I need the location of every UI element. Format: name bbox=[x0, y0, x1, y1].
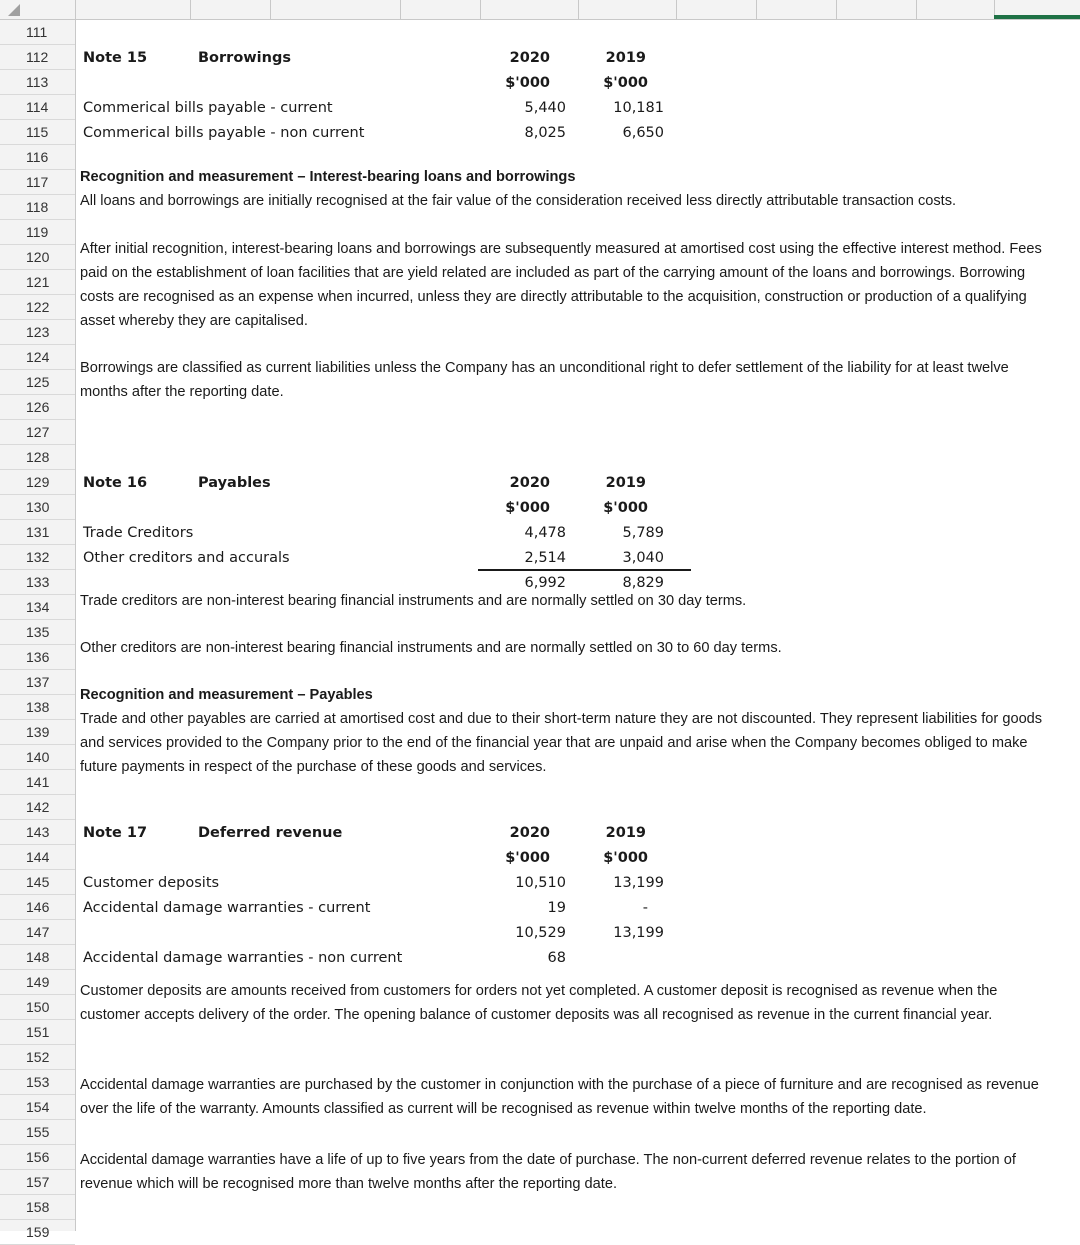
total-underline bbox=[478, 569, 691, 571]
row-number[interactable]: 151 bbox=[0, 1020, 75, 1045]
note17-noncurrent-2020[interactable]: 68 bbox=[547, 950, 566, 966]
row-number[interactable]: 126 bbox=[0, 395, 75, 420]
row-number[interactable]: 140 bbox=[0, 745, 75, 770]
note16-recognition-heading: Recognition and measurement – Payables bbox=[80, 687, 373, 703]
row-number[interactable]: 138 bbox=[0, 695, 75, 720]
column-separator[interactable] bbox=[480, 0, 481, 19]
note16-row-2019[interactable]: 5,789 bbox=[622, 525, 664, 541]
row-number[interactable]: 123 bbox=[0, 320, 75, 345]
note15-label[interactable]: Note 15 bbox=[83, 50, 148, 66]
note16-row-label[interactable]: Other creditors and accurals bbox=[83, 550, 290, 566]
note17-paragraph-2: Accidental damage warranties are purchased by the customer in conjunction with the purchase of a piece of furniture and are recognised as revenue over the life of the warranty. Amounts classified as current will be recognised as revenue within twelve months of the reporting date. bbox=[80, 1077, 1039, 1117]
note16-total-2020[interactable]: 6,992 bbox=[524, 575, 566, 591]
column-separator[interactable] bbox=[190, 0, 191, 19]
note16-paragraph-1: Trade creditors are non-interest bearing financial instruments and are normally settled on 30 day terms. bbox=[80, 593, 747, 609]
note17-col-2019[interactable]: 2019 bbox=[605, 825, 646, 841]
row-number[interactable]: 158 bbox=[0, 1195, 75, 1220]
row-number[interactable]: 118 bbox=[0, 195, 75, 220]
note15-row-label[interactable]: Commerical bills payable - non current bbox=[83, 125, 365, 141]
note15-row-2019[interactable]: 10,181 bbox=[613, 100, 664, 116]
row-number[interactable]: 135 bbox=[0, 620, 75, 645]
row-number[interactable]: 146 bbox=[0, 895, 75, 920]
note17-subtotal-2020[interactable]: 10,529 bbox=[515, 925, 566, 941]
note15-paragraph-1: All loans and borrowings are initially recognised at the fair value of the consideration received less directly attributable transaction costs. bbox=[80, 193, 957, 209]
row-number[interactable]: 122 bbox=[0, 295, 75, 320]
row-number[interactable]: 112 bbox=[0, 45, 75, 70]
note17-title[interactable]: Deferred revenue bbox=[198, 825, 343, 841]
note16-paragraph-2: Other creditors are non-interest bearing financial instruments and are normally settled on 30 to 60 day terms. bbox=[80, 640, 782, 656]
note15-col-2020[interactable]: 2020 bbox=[509, 50, 550, 66]
note17-label[interactable]: Note 17 bbox=[83, 825, 148, 841]
note15-row-2019[interactable]: 6,650 bbox=[622, 125, 664, 141]
note15-row-label[interactable]: Commerical bills payable - current bbox=[83, 100, 333, 116]
row-number[interactable]: 136 bbox=[0, 645, 75, 670]
note15-row-2020[interactable]: 5,440 bbox=[524, 100, 566, 116]
row-number[interactable]: 119 bbox=[0, 220, 75, 245]
column-separator[interactable] bbox=[270, 0, 271, 19]
row-number[interactable]: 142 bbox=[0, 795, 75, 820]
row-number[interactable]: 120 bbox=[0, 245, 75, 270]
note17-paragraph-3: Accidental damage warranties have a life of up to five years from the date of purchase. The non-current deferred revenue relates to the portion of revenue which will be recognised more than twelve months after the reporting date. bbox=[80, 1152, 1016, 1192]
note15-row-2020[interactable]: 8,025 bbox=[524, 125, 566, 141]
note16-row-label[interactable]: Trade Creditors bbox=[83, 525, 194, 541]
note17-col-2020[interactable]: 2020 bbox=[509, 825, 550, 841]
note17-subtotal-2019[interactable]: 13,199 bbox=[613, 925, 664, 941]
select-all-icon[interactable] bbox=[8, 4, 20, 16]
note17-row-label[interactable]: Accidental damage warranties - current bbox=[83, 900, 371, 916]
row-number[interactable]: 116 bbox=[0, 145, 75, 170]
row-number[interactable]: 141 bbox=[0, 770, 75, 795]
row-number[interactable]: 156 bbox=[0, 1145, 75, 1170]
row-number[interactable]: 143 bbox=[0, 820, 75, 845]
row-number[interactable]: 111 bbox=[0, 20, 75, 45]
note16-unit-2019[interactable]: $'000 bbox=[603, 500, 648, 516]
note15-title[interactable]: Borrowings bbox=[198, 50, 291, 66]
row-number[interactable]: 152 bbox=[0, 1045, 75, 1070]
column-separator[interactable] bbox=[836, 0, 837, 19]
note16-row-2019[interactable]: 3,040 bbox=[622, 550, 664, 566]
note17-row-label[interactable]: Customer deposits bbox=[83, 875, 220, 891]
note17-row-2020[interactable]: 10,510 bbox=[515, 875, 566, 891]
row-number[interactable]: 134 bbox=[0, 595, 75, 620]
row-number[interactable]: 133 bbox=[0, 570, 75, 595]
row-number[interactable]: 144 bbox=[0, 845, 75, 870]
row-number[interactable]: 150 bbox=[0, 995, 75, 1020]
row-number[interactable]: 132 bbox=[0, 545, 75, 570]
row-number[interactable]: 117 bbox=[0, 170, 75, 195]
row-number[interactable]: 157 bbox=[0, 1170, 75, 1195]
row-number[interactable]: 155 bbox=[0, 1120, 75, 1145]
row-number[interactable]: 125 bbox=[0, 370, 75, 395]
note16-label[interactable]: Note 16 bbox=[83, 475, 148, 491]
note16-col-2019[interactable]: 2019 bbox=[605, 475, 646, 491]
row-number[interactable]: 121 bbox=[0, 270, 75, 295]
column-separator[interactable] bbox=[578, 0, 579, 19]
note17-paragraph-1: Customer deposits are amounts received from customers for orders not yet completed. A customer deposit is recognised as revenue when the customer accepts delivery of the order. The opening balance of customer deposits was all recognised as revenue in the current financial year. bbox=[80, 983, 998, 1023]
column-separator[interactable] bbox=[75, 0, 76, 19]
row-number[interactable]: 114 bbox=[0, 95, 75, 120]
note17-noncurrent-label[interactable]: Accidental damage warranties - non current bbox=[83, 950, 403, 966]
row-number[interactable]: 130 bbox=[0, 495, 75, 520]
row-number[interactable]: 148 bbox=[0, 945, 75, 970]
column-separator[interactable] bbox=[756, 0, 757, 19]
row-number[interactable]: 129 bbox=[0, 470, 75, 495]
note16-row-2020[interactable]: 4,478 bbox=[524, 525, 566, 541]
row-number[interactable]: 145 bbox=[0, 870, 75, 895]
note16-paragraph-3: Trade and other payables are carried at amortised cost and due to their short-term nature they are not discounted. They represent liabilities for goods and services provided to the Company prior to the end of the financial year that are unpaid and arise when the Company becomes obliged to make future payments in respect of the purchase of these goods and services. bbox=[80, 711, 1043, 775]
row-number[interactable]: 147 bbox=[0, 920, 75, 945]
row-number[interactable]: 159 bbox=[0, 1220, 75, 1245]
row-number[interactable]: 149 bbox=[0, 970, 75, 995]
note17-row-2019[interactable]: 13,199 bbox=[613, 875, 664, 891]
note17-row-2020[interactable]: 19 bbox=[547, 900, 566, 916]
row-number[interactable]: 113 bbox=[0, 70, 75, 95]
note17-unit-2020[interactable]: $'000 bbox=[505, 850, 550, 866]
selected-column-indicator bbox=[994, 15, 1080, 19]
note15-paragraph-3: Borrowings are classified as current liabilities unless the Company has an unconditional right to defer settlement of the liability for at least twelve months after the reporting date. bbox=[80, 360, 1009, 400]
note16-total-2019[interactable]: 8,829 bbox=[622, 575, 664, 591]
note15-col-2019[interactable]: 2019 bbox=[605, 50, 646, 66]
row-number[interactable]: 115 bbox=[0, 120, 75, 145]
row-number[interactable]: 128 bbox=[0, 445, 75, 470]
note15-paragraph-2: After initial recognition, interest-bearing loans and borrowings are subsequently measured at amortised cost using the effective interest method. Fees paid on the establishment of loan facilities that are yield related are included as part of the carrying amount of the loans and borrowings. Borrowing costs are recognised as an expense when incurred, unless they are directly attributable to the acquisition, construction or production of a qualifying asset whereby they are capitalised. bbox=[80, 241, 1042, 329]
row-number[interactable]: 154 bbox=[0, 1095, 75, 1120]
note15-unit-2020[interactable]: $'000 bbox=[505, 75, 550, 91]
row-number[interactable]: 137 bbox=[0, 670, 75, 695]
note17-unit-2019[interactable]: $'000 bbox=[603, 850, 648, 866]
row-number[interactable]: 131 bbox=[0, 520, 75, 545]
column-separator[interactable] bbox=[676, 0, 677, 19]
note16-unit-2020[interactable]: $'000 bbox=[505, 500, 550, 516]
note16-row-2020[interactable]: 2,514 bbox=[524, 550, 566, 566]
row-number[interactable]: 124 bbox=[0, 345, 75, 370]
note17-row-2019[interactable]: - bbox=[642, 900, 648, 916]
column-header-bar[interactable] bbox=[0, 0, 1080, 20]
note15-recognition-heading: Recognition and measurement – Interest-bearing loans and borrowings bbox=[80, 169, 576, 185]
note16-title[interactable]: Payables bbox=[198, 475, 271, 491]
column-separator[interactable] bbox=[916, 0, 917, 19]
note16-col-2020[interactable]: 2020 bbox=[509, 475, 550, 491]
row-header[interactable] bbox=[0, 20, 76, 1240]
row-number[interactable]: 127 bbox=[0, 420, 75, 445]
column-separator[interactable] bbox=[400, 0, 401, 19]
note15-unit-2019[interactable]: $'000 bbox=[603, 75, 648, 91]
row-number[interactable]: 153 bbox=[0, 1070, 75, 1095]
row-number[interactable]: 139 bbox=[0, 720, 75, 745]
